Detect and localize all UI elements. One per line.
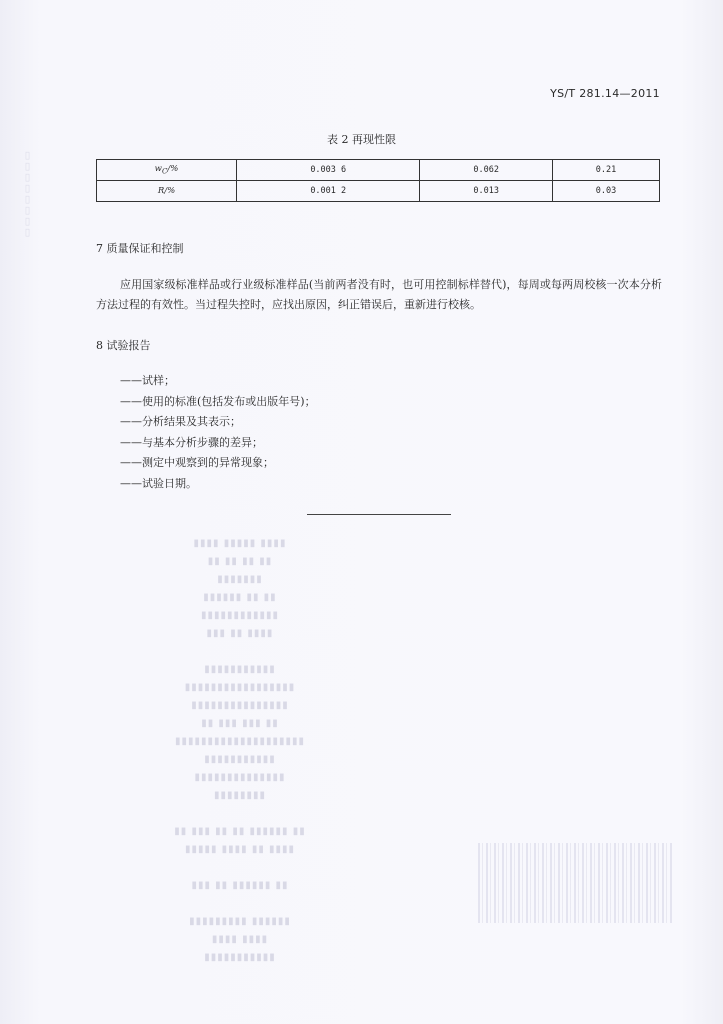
table-row xyxy=(97,181,660,202)
table-cell: 0.21 xyxy=(552,160,659,181)
list-item: ——使用的标准(包括发布或出版年号)； xyxy=(120,394,316,408)
table-cell: 0.001 2 xyxy=(237,181,420,202)
table-cell: 0.03 xyxy=(552,181,659,202)
table-cell: 0.003 6 xyxy=(237,160,420,181)
reproducibility-table xyxy=(96,159,660,202)
table-row xyxy=(97,160,660,181)
list-item: ——试验日期。 xyxy=(120,476,197,490)
wc-subscript: C xyxy=(161,166,168,176)
table-cell: 0.013 xyxy=(420,181,552,202)
table-cell: 0.062 xyxy=(420,160,552,181)
barcode xyxy=(478,843,672,923)
list-item: ——试样； xyxy=(120,374,175,387)
end-rule xyxy=(307,514,451,515)
list-item: ——测定中观察到的异常现象； xyxy=(120,456,274,469)
show-through-text: ▮▮▮▮ ▮▮▮▮▮ ▮▮▮▮ ▮▮ ▮▮ ▮▮ ▮▮ ▮▮▮▮▮▮▮ ▮▮▮▮▮▮ ▮▮ ▮▮ ▮▮▮▮▮▮▮▮▮▮▮▮ ▮▮▮ ▮▮ ▮▮▮▮ ▮▮▮▮▮▮▮▮▮▮▮ ▮▮▮▮▮▮▮▮▮▮▮▮▮▮▮▮▮ ▮▮▮▮▮▮▮▮▮▮▮▮▮▮▮ ▮▮ ▮▮▮ ▮▮▮ ▮▮ ▮▮▮▮▮▮▮▮▮▮▮▮▮▮▮▮▮▮▮▮ ▮▮▮▮▮▮▮▮▮▮▮ ▮▮▮▮▮▮▮▮▮▮▮▮▮▮ ▮▮▮▮▮▮▮▮ ▮▮ ▮▮▮ ▮▮ ▮▮ ▮▮▮▮▮▮ ▮▮ ▮▮▮▮▮ ▮▮▮▮ ▮▮ ▮▮▮▮ ▮▮▮ ▮▮ ▮▮▮▮▮▮ ▮▮ ▮▮▮▮▮▮▮▮▮ ▮▮▮▮▮▮ ▮▮▮▮ ▮▮▮▮ ▮▮▮▮▮▮▮▮▮▮▮ xyxy=(174,538,306,963)
list-item: ——分析结果及其表示； xyxy=(120,415,241,428)
section-7-paragraph: 应用国家级标准样品或行业级标准样品(当前两者没有时，也可用控制标样替代)，每周或每两周校核一次本分析方法过程的有效性。当过程失控时，应找出原因，纠正错误后，重新进行校核。 xyxy=(96,278,662,311)
section-8-title: 8 试验报告 xyxy=(96,339,151,352)
table-row-label: R/% xyxy=(97,181,237,202)
list-item: ——与基本分析步骤的差异； xyxy=(120,435,263,449)
table-row-label xyxy=(97,160,237,181)
standard-code: YS/T 281.14—2011 xyxy=(550,87,660,100)
report-items-list xyxy=(120,371,316,494)
wc-label: $w_C/\%$ xyxy=(154,164,179,176)
margin-mark: ▯▯▯▯▯▯▯▯ xyxy=(22,150,33,238)
section-7-title: 7 质量保证和控制 xyxy=(96,242,184,255)
table-caption: 表 2 再现性限 xyxy=(327,133,396,146)
